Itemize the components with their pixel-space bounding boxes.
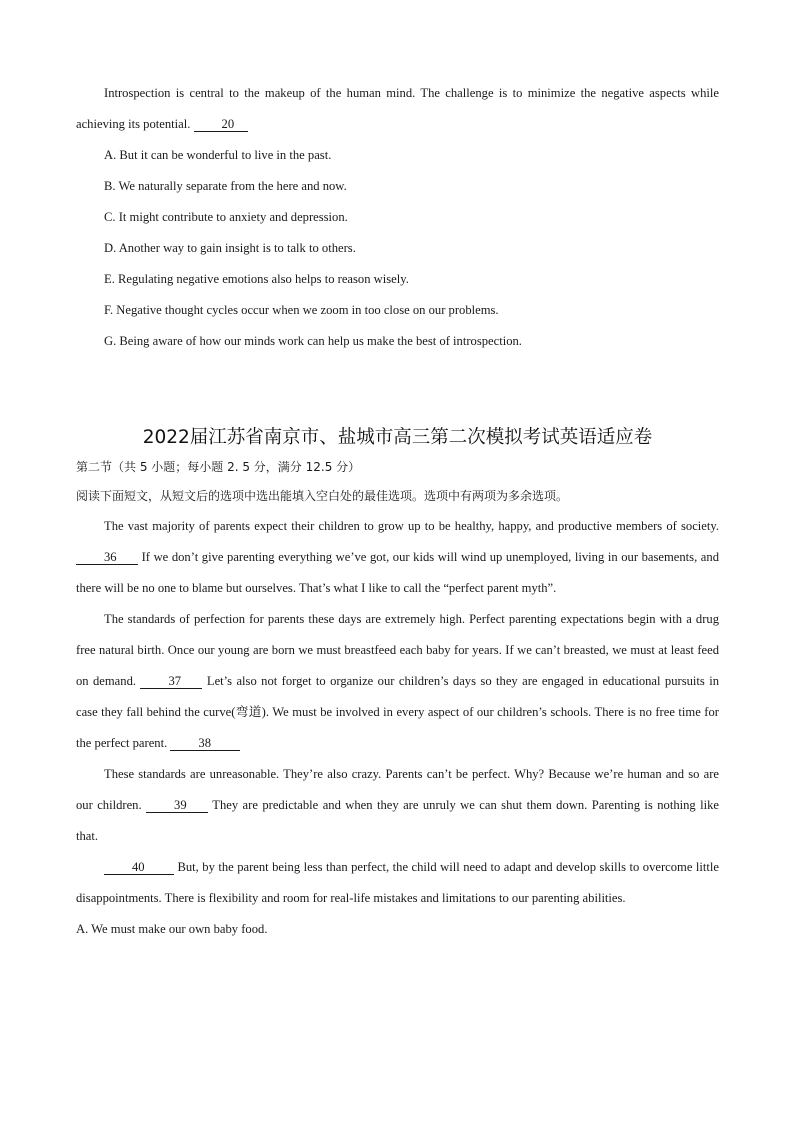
intro-line-1: Introspection is central to the makeup of the human mind. The challenge is to minimize the negative aspects (104, 86, 686, 100)
passage-paragraph-4 (76, 852, 719, 914)
para3-text-a: These standards are unreasonable. They’re also crazy. Parents can’t be perfect. Why? Because we’re human and so are our children. (76, 767, 719, 812)
option-a: A. But it can be wonderful to live in the past. (104, 148, 332, 162)
para3-text-b: They are predictable and when they are unruly we can shut them down. Parenting is nothing like that. (76, 798, 720, 843)
blank-20: 20 (194, 117, 248, 132)
blank-37: 37 (140, 674, 202, 689)
answer-option-a: A. We must make our own baby food. (76, 922, 268, 936)
para2-text-b: Let’s also not forget to organize our children’s days so they are engaged in educational pursuits in case they fall behind the curve(弯道). We must be involved in every aspect of our children’s schools. There is no free time for the perfect parent. (76, 674, 720, 750)
instruction-text: 阅读下面短文，从短文后的选项中选出能填入空白处的最佳选项。选项中有两项为多余选项。 (76, 489, 569, 503)
para1-text-b: If we don’t give parenting everything we’ve got, our kids will wind up unemployed, living in our basements, and there will be no one to blame but ourselves. That’s what I like to call the “perfect parent myth”. (76, 550, 719, 595)
intro-paragraph (76, 78, 719, 140)
para4-text-b: But, by the parent being less than perfect, the child will need to adapt and develop skills to overcome little disappointments. There is flexibility and room for real-life mistakes and limitations to our parenting abilities. (76, 860, 719, 905)
blank-38: 38 (170, 736, 240, 751)
blank-39: 39 (146, 798, 208, 813)
option-c: C. It might contribute to anxiety and depression. (104, 210, 348, 224)
blank-40: 40 (104, 860, 174, 875)
option-e: E. Regulating negative emotions also helps to reason wisely. (104, 272, 409, 286)
option-d: D. Another way to gain insight is to talk to others. (104, 241, 356, 255)
section-gap (76, 357, 719, 423)
section-heading: 第二节（共 5 小题；每小题 2. 5 分，满分 12.5 分） (76, 460, 361, 474)
option-b: B. We naturally separate from the here and now. (104, 179, 347, 193)
passage-paragraph-1 (76, 511, 719, 604)
para2-text-a: The standards of perfection for parents these days are extremely high. Perfect parenting expectations begin with a drug free natural birth. Once our young are born we must breastfeed each baby for years. If we can’t breasted, we must at least feed on demand. (76, 612, 719, 688)
para1-text-a: The vast majority of parents expect their children to grow up to be healthy, happy, and productive members of society. (104, 519, 719, 533)
blank-36: 36 (76, 550, 138, 565)
exam-title: 2022届江苏省南京市、盐城市高三第二次模拟考试英语适应卷 (142, 427, 653, 448)
passage-paragraph-3 (76, 759, 719, 852)
option-g: G. Being aware of how our minds work can help us make the best of introspection. (104, 334, 522, 348)
passage-paragraph-2 (76, 604, 719, 759)
document-page (76, 78, 719, 945)
option-f: F. Negative thought cycles occur when we zoom in too close on our problems. (104, 303, 499, 317)
intro-line-2: while achieving its potential. (76, 86, 719, 131)
